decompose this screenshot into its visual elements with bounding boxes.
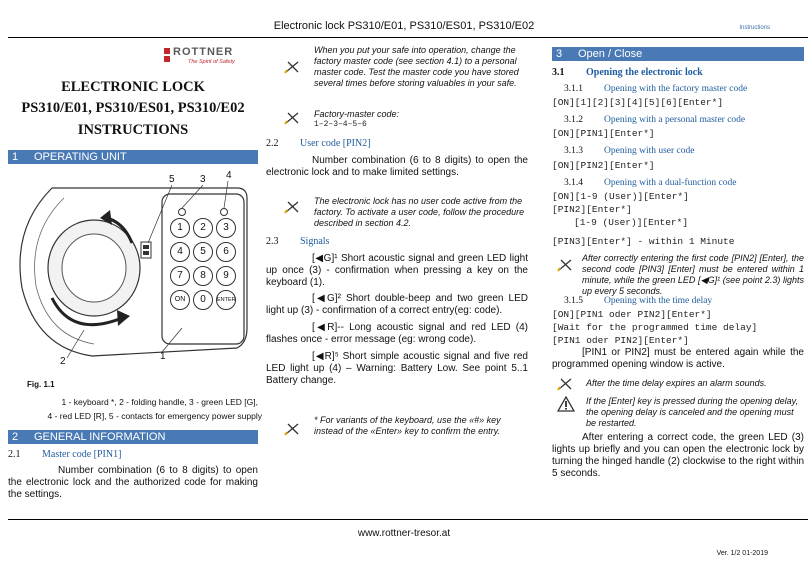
note-icon [284, 422, 302, 441]
code-delay-3: [PIN1 oder PIN2][Enter*] [552, 335, 689, 346]
section-3-heading [552, 47, 804, 61]
pencil-note-icon [284, 422, 302, 436]
section-3-1-1-title: Opening with the factory master code [604, 84, 748, 94]
section-3-1-3-title: Opening with user code [604, 146, 695, 156]
section-2-3-title: Signals [300, 236, 330, 247]
section-3-1-2-title: Opening with a personal master code [604, 115, 746, 125]
keypad-key-enter: ENTER [216, 290, 236, 310]
section-2-1-title: Master code [PIN1] [42, 449, 122, 460]
note-dual-code: After correctly entering the first code [PIN2] [Enter], the second code [PIN3] [Enter] must be entered within 1 minute, while the green LED [◀G]¹ (see point 2.3) lights up every 5 seconds. [582, 253, 804, 296]
section-3-1-title: Opening the electronic lock [586, 67, 703, 78]
keypad-key-on: ON [170, 290, 190, 310]
section-3-1-1-heading [552, 84, 808, 94]
warning-icon [557, 396, 575, 417]
delay-reentry-text: [PIN1 or PIN2] must be entered again while the programmed opening window is active. [552, 347, 804, 370]
note-enter-cancel: If the [Enter] key is pressed during the opening delay, the opening delay is canceled and the opening must be restarted. [586, 396, 798, 428]
section-3-1-5-heading [552, 296, 808, 306]
figure-caption: Fig. 1.1 [27, 380, 55, 389]
section-3-number: 3 [556, 48, 563, 60]
section-3-1-5-number: 3.1.5 [564, 296, 583, 306]
code-delay-1: [ON][PIN1 oder PIN2][Enter*] [552, 309, 712, 320]
code-dual-2: [PIN2][Enter*] [552, 204, 632, 215]
note-icon [284, 111, 302, 130]
section-3-1-2-heading [552, 115, 808, 125]
keypad-key: 0 [193, 290, 213, 310]
doc-title-line1: ELECTRONIC LOCK [61, 79, 205, 95]
section-1-heading [8, 150, 258, 164]
section-3-1-4-title: Opening with a dual-function code [604, 178, 737, 188]
section-2-2-text: Number combination (6 to 8 digits) to open the electronic lock and to make limited settings. [266, 155, 528, 178]
section-3-1-4-number: 3.1.4 [564, 178, 583, 188]
doc-title-line2: PS310/E01, PS310/ES01, PS310/E02 [21, 100, 245, 116]
figure-legend-2: 4 - red LED [R], 5 - contacts for emergency power supply [47, 411, 262, 421]
keypad-key: 6 [216, 242, 236, 262]
section-3-1-number: 3.1 [552, 67, 565, 78]
callout-lines-icon [12, 168, 260, 378]
keypad-key: 2 [193, 218, 213, 238]
note-icon [284, 200, 302, 219]
signal-red-long: [◀R]-- Long acoustic signal and red LED (4) flashes once - error message (eg: wrong code). [266, 322, 528, 345]
note-user-code: The electronic lock has no user code active from the factory. To activate a user code, follow the procedure described in section 4.2. [314, 196, 525, 228]
note-icon [557, 258, 575, 277]
code-dual-4: [PIN3][Enter*] - within 1 Minute [552, 236, 735, 247]
section-1-number: 1 [12, 151, 19, 163]
pencil-note-icon [557, 377, 575, 391]
header-divider [8, 37, 808, 38]
figure-legend-1: 1 - keyboard *, 2 - folding handle, 3 - green LED [G], [61, 397, 258, 407]
section-3-1-1-number: 3.1.1 [564, 84, 583, 94]
section-2-1-text: Number combination (6 to 8 digits) to open the electronic lock and the authorized code for making the settings. [8, 465, 258, 500]
code-factory-open: [ON][1][2][3][4][5][6][Enter*] [552, 97, 724, 108]
callout-3: 3 [200, 174, 206, 185]
page-header-title: Electronic lock PS310/E01, PS310/ES01, PS310/E02 [273, 20, 535, 32]
note-master-code: When you put your safe into operation, change the factory master code (see section 4.1) to a personal master code. Test the master code you have stored several times before storing valuables in your safe. [314, 45, 519, 88]
section-3-1-5-title: Opening with the time delay [604, 296, 713, 306]
section-3-title: Open / Close [578, 48, 643, 60]
section-3-1-4-heading [552, 178, 808, 188]
callout-5: 5 [169, 174, 175, 185]
header-instructions-label: Instructions [739, 25, 770, 31]
footer-version: Ver. 1/2 01-2019 [716, 550, 768, 557]
keypad-key: 1 [170, 218, 190, 238]
section-2-3-heading [266, 236, 528, 247]
section-2-2-title: User code [PIN2] [300, 138, 371, 149]
section-3-1-2-number: 3.1.2 [564, 115, 583, 125]
callout-2: 2 [60, 356, 66, 367]
signal-battery-low: [◀R]⁵ Short simple acoustic signal and five red LED light up (4) – Warning: Battery Low. See point 5..1 Battery change. [266, 351, 528, 386]
code-dual-1: [ON][1-9 (User)][Enter*] [552, 191, 689, 202]
brand-tagline: The Spirit of Safety [188, 59, 235, 65]
keypad-key: 9 [216, 266, 236, 286]
pencil-note-icon [284, 200, 302, 214]
section-3-1-3-number: 3.1.3 [564, 146, 583, 156]
section-2-number: 2 [12, 431, 19, 443]
section-2-heading [8, 430, 258, 444]
footer-divider [8, 519, 808, 520]
section-2-1-heading [8, 449, 258, 460]
note-icon [557, 377, 575, 396]
section-2-title: GENERAL INFORMATION [34, 431, 166, 443]
factory-code-label: Factory-master code: [314, 109, 400, 119]
footer-url: www.rottner-tresor.at [357, 528, 451, 539]
open-final-text: After entering a correct code, the green LED (3) lights up briefly and you can open the electronic lock by turning the hinged handle (2) clockwise to the right within 5 seconds. [552, 432, 804, 479]
callout-1: 1 [160, 351, 166, 362]
signal-green-double: [◀G]² Short double-beep and two green LED light up (3) - confirmation of a correct entry(eg: code). [266, 293, 528, 316]
brand-name: ROTTNER [173, 46, 234, 58]
section-3-1-3-heading [552, 146, 808, 156]
signal-green-single: [◀G]¹ Short acoustic signal and green LED light up once (3) - confirmation when pressing a key on the keyboard (1). [266, 253, 528, 288]
section-2-2-heading [266, 138, 528, 149]
note-alarm: After the time delay expires an alarm sounds. [586, 378, 767, 388]
code-user-open: [ON][PIN2][Enter*] [552, 160, 655, 171]
code-dual-3: [1-9 (User)][Enter*] [574, 217, 689, 228]
brand-logo [164, 47, 254, 72]
code-master-open: [ON][PIN1][Enter*] [552, 128, 655, 139]
callout-4: 4 [226, 170, 232, 181]
note-icon [284, 60, 302, 79]
section-1-title: OPERATING UNIT [34, 151, 127, 163]
pencil-note-icon [284, 60, 302, 74]
keypad-key: 5 [193, 242, 213, 262]
lock-figure [12, 168, 260, 378]
warning-triangle-icon [557, 396, 575, 412]
section-3-1-heading [552, 67, 804, 78]
code-delay-2: [Wait for the programmed time delay] [552, 322, 758, 333]
section-2-1-number: 2.1 [8, 449, 21, 460]
keypad-key: 7 [170, 266, 190, 286]
pencil-note-icon [557, 258, 575, 272]
section-2-2-number: 2.2 [266, 138, 279, 149]
factory-code-value: 1–2–3–4–5–6 [314, 120, 367, 129]
section-2-3-number: 2.3 [266, 236, 279, 247]
keypad-key: 8 [193, 266, 213, 286]
pencil-note-icon [284, 111, 302, 125]
keypad-key: 4 [170, 242, 190, 262]
keypad-key: 3 [216, 218, 236, 238]
doc-title-line3: INSTRUCTIONS [77, 122, 189, 138]
note-keyboard-variant: * For variants of the keyboard, use the «#» key instead of the «Enter» key to confirm the entry. [314, 415, 501, 436]
